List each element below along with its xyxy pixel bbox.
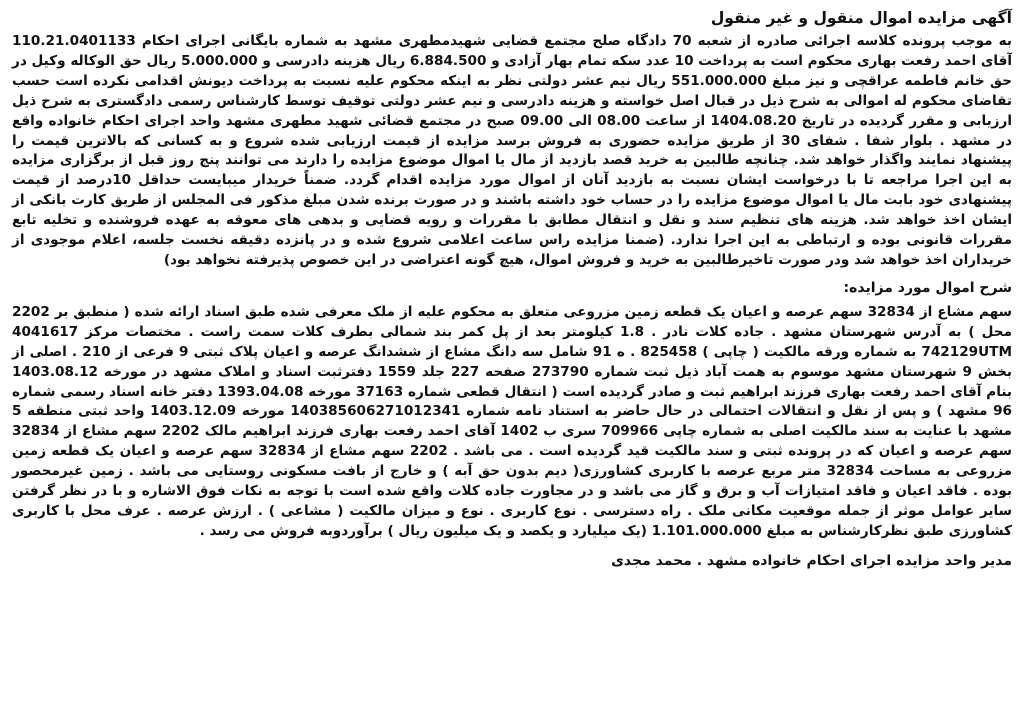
property-description-paragraph: سهم مشاع از 32834 سهم عرصه و اعیان یک قطعه زمین مزروعی متعلق به محکوم علیه از ملک معرفی شده طبق اسناد ارائه شده ( منطبق بر 2202 محل ) به آدرس شهرستان مشهد . جاده کلات نادر . 1.8 کیلومتر بعد از پل کمر بند شمالی بطرف کلات سمت راست . مختصات مرکز 4041617 742129UTM به شماره ورقه مالکیت ( چاپی ) 825458 . ه 91 شامل سه دانگ مشاع از ششدانگ عرصه و اعیان پلاک ثبتی 9 فرعی از 210 . اصلی از بخش 9 شهرستان مشهد موسوم به همت آباد ذیل ثبت شماره 273790 صفحه 227 جلد 1559 دفترثبت اسناد و املاک مشهد در مورخه 1403.08.12 بنام آقای احمد رفعت بهاری فرزند ابراهیم ثبت و صادر گردیده است ( انتقال قطعی شماره 37163 مورخه 1393.04.08 دفتر خانه اسناد رسمی شماره 96 مشهد ) و پس از نقل و انتقالات احتمالی در حال حاضر به استناد نامه شماره 14038560627101234​1 مورخه 1403.12.09 واحد ثبتی منطقه 5 مشهد با عنایت به سند مالکیت اصلی به شماره چاپی 709966 سری ب 1402 آقای احمد رفعت بهاری فرزند ابراهیم مالک 2202 سهم مشاع از 32834 سهم عرصه و اعیان که در پرونده ثبتی و سند مالکیت قید گردیده است . می باشد . 2202 سهم مشاع از 32834 سهم عرصه و اعیان یک قطعه زمین مزروعی به مساحت 32834 متر مربع عرصه با کاربری کشاورزی( دیم بدون حق آبه ) و خارج از بافت مسکونی روستایی می باشد . زمین غیرمحصور بوده . فاقد اعیان و فاقد امتیازات آب و برق و گاز می باشد و در مجاورت جاده کلات واقع شده است با توجه به نکات فوق الاشاره و با در نظر گرفتن سایر عوامل موثر از جمله موقعیت مکانی ملک . راه دسترسی . نوع کاربری . نوع و میزان مالکیت ( مشاعی ) . ارزش عرصه . عرف محل با کاربری کشاورزی طبق نظرکارشناس به مبلغ 1.101.000.000 (یک میلیارد و یکصد و یک میلیون ریال ) برآوردوبه فروش می رسد .: [12, 303, 1013, 539]
auction-notice: [12, 6, 1012, 712]
property-description-heading: شرح اموال مورد مزایده:: [843, 279, 1012, 296]
intro-paragraph: به موجب پرونده کلاسه اجرائی صادره از شعبه 70 دادگاه صلح مجتمع قضایی شهیدمطهری مشهد به شماره بایگانی اجرای احکام 110.21.0401133 آقای احمد رفعت بهاری محکوم است به پرداخت 10 عدد سکه تمام بهار آزادی و 6.884.500 ریال هزینه دادرسی و 5.000.000 ریال حق الوکاله وکیل در حق خانم فاطمه عراقچی و نیز مبلغ 551.000.000 ریال نیم عشر دولتی نظر به اینکه محکوم علیه نسبت به پرداخت دیونش اقدامی نکرده است حسب تقاضای محکوم له اموالی به شرح ذیل در قبال اصل خواسته و هزینه دادرسی و نیم عشر دولتی توقیف توسط کارشناس رسمی دادگستری به شرح ذیل ارزیابی و مقرر گردیده در تاریخ 1404.08.20 از ساعت 08.00 الی 09.00 صبح در مجتمع قضائی شهید مطهری مشهد واحد اجرای احکام خانواده واقع در مشهد . بلوار شفا . شفای 30 از طریق مزایده حضوری به فروش برسد مزایده از قیمت ارزیابی شده شروع و به کسانی که بالاترین قیمت را پیشنهاد نمایند واگذار خواهد شد. چنانچه طالبین به خرید قصد بازدید از مال یا اموال موضوع مزایده را دارند می توانند پنج روز قبل از برگزاری مزایده به این اجرا مراجعه تا با درخواست ایشان نسبت به بازدید آنان از اموال مورد مزایده اقدام گردد. ضمناً خریدار میبایست حداقل 10درصد از قیمت پیشنهادی خود بابت مال یا اموال موضوع مزایده را در حساب خود داشته باشند و در صورت برنده شدن مبلغ مذکور فی المجلس از طریق کارت بانکی از ایشان اخذ خواهد شد. هزینه های تنظیم سند و نقل و انتقال مطابق با مقررات و رویه قضایی و بدهی های معوقه به عهده فروشنده و تخلیه تابع مقررات قانونی بوده و ارتباطی به این اجرا ندارد. (ضمنا مزایده راس ساعت اعلامی شروع شده و در پانزده دقیقه نخست جلسه، اعلام موجودی از خریداران اخذ خواهد شد ودر صورت تاخیرطالبین به خرید و فروش اموال، هیچ گونه اعتراضی در این خصوص پذیرفته نخواهد بود): [12, 33, 1012, 268]
signature-line: مدیر واحد مزایده اجرای احکام خانواده مشهد . محمد مجدی: [611, 552, 1012, 569]
notice-title: آگهی مزایده اموال منقول و غیر منقول: [710, 9, 1012, 27]
